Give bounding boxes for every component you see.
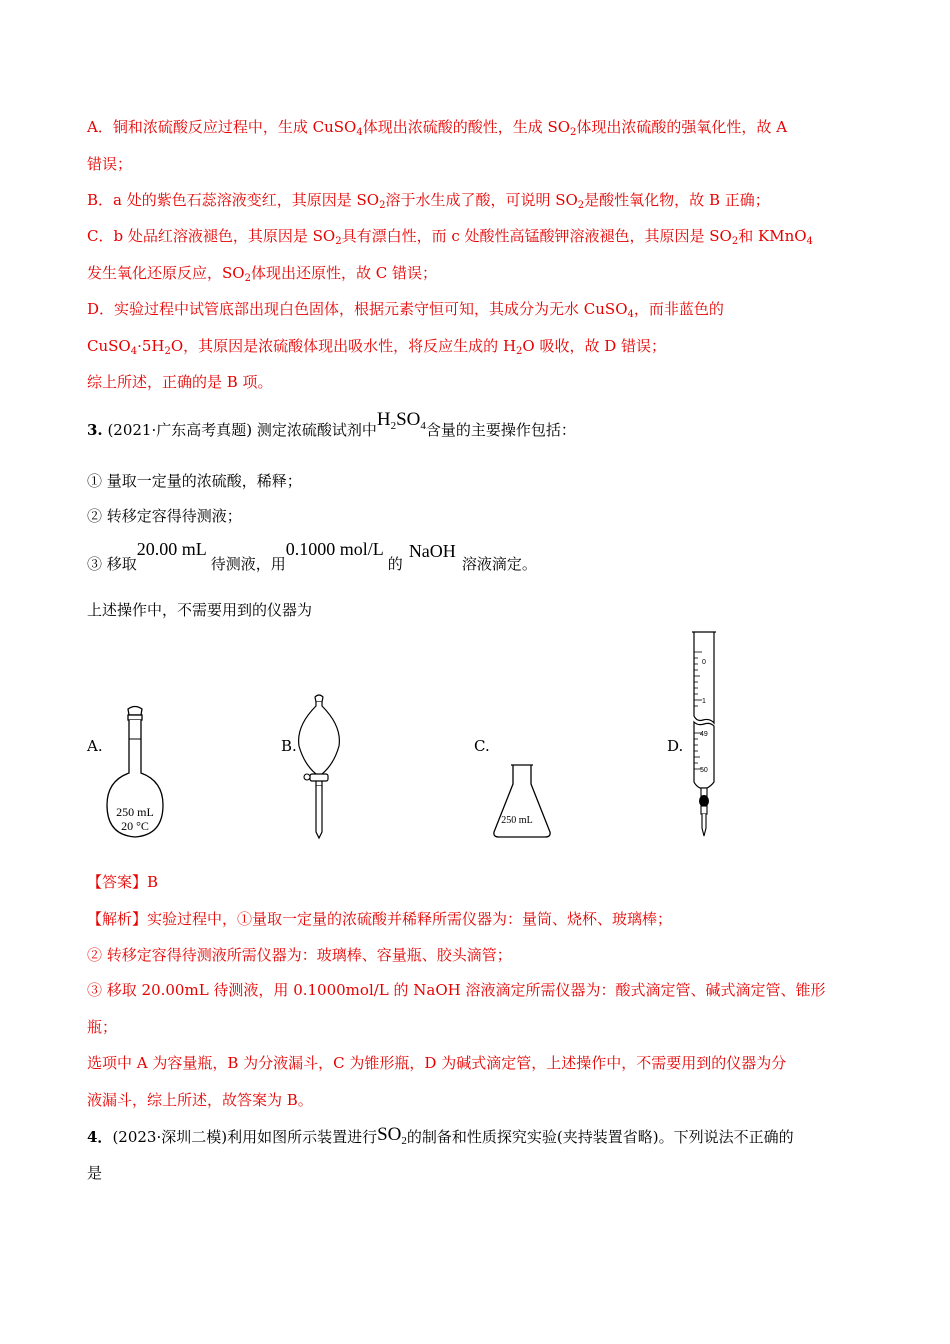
question-source: (2021·广东高考真题) 测定浓硫酸试剂中 <box>107 421 377 439</box>
burette-tick-1: 1 <box>702 698 706 705</box>
burette-tick-50: 50 <box>700 767 708 774</box>
option-c-label[interactable]: C. <box>474 737 490 755</box>
analysis-line-1: 【解析】实验过程中，①量取一定量的浓硫酸并稀释所需仪器为：量筒、烧杯、玻璃棒； <box>87 910 673 928</box>
separatory-funnel-icon <box>292 694 346 840</box>
explanation-option-b: B．a 处的紫色石蕊溶液变红，其原因是 $SO_2$溶于水生成了酸，可说明 $SO_2$是酸性氧化物，故 B 正确； <box>87 191 770 211</box>
analysis-line-2: ② 转移定容得待测液所需仪器为：玻璃棒、容量瓶、胶头滴管； <box>87 946 512 964</box>
step-1: ① 量取一定量的浓硫酸，稀释； <box>87 472 302 490</box>
concentration-value: 0.1000 mol/L <box>285 539 384 559</box>
volumetric-flask-icon <box>100 705 170 841</box>
question-4-stem-cont: 是 <box>87 1164 103 1182</box>
question-3-stem: 3. (2021·广东高考真题) 测定浓硫酸试剂中$H_2SO_4$含量的主要操作包括： <box>87 409 576 439</box>
option-d-label[interactable]: D. <box>667 737 684 755</box>
explanation-option-c-cont: 发生氧化还原反应，$SO_2$体现出还原性，故 C 错误； <box>87 264 437 284</box>
explanation-option-a-cont: 错误； <box>87 155 133 173</box>
volume-value: 20.00 mL <box>136 539 207 559</box>
formula-h2so4: $H_2SO_4$ <box>376 409 426 432</box>
step-2: ② 转移定容得待测液； <box>87 507 242 525</box>
base-burette-icon <box>688 630 724 842</box>
formula-so2: $SO_2$ <box>377 1124 407 1147</box>
question-number: 4． <box>87 1128 113 1146</box>
conical-volume-label: 250 mL <box>501 815 533 826</box>
explanation-summary: 综上所述，正确的是 B 项。 <box>87 373 273 391</box>
analysis-line-3: ③ 移取 20.00mL 待测液，用 0.1000mol/L 的 NaOH 溶液滴定所需仪器为：酸式滴定管、碱式滴定管、锥形 <box>87 981 826 999</box>
burette-tick-49: 49 <box>700 731 708 738</box>
naoh-formula: NaOH <box>408 541 456 561</box>
conical-flask-icon <box>490 762 554 840</box>
analysis-line-5: 选项中 A 为容量瓶，B 为分液漏斗，C 为锥形瓶，D 为碱式滴定管，上述操作中，不需要用到的仪器为分 <box>87 1054 787 1072</box>
step-3: ③ 移取20.00 mL待测液，用0.1000 mol/L的NaOH溶液滴定。 <box>87 539 537 573</box>
flask-volume-label: 250 mL <box>116 805 154 819</box>
question-3-ask: 上述操作中，不需要用到的仪器为 <box>87 601 313 619</box>
explanation-option-d: D．实验过程中试管底部出现白色固体，根据元素守恒可知，其成分为无水 CuSO$_4$，而非蓝色的 <box>87 300 724 320</box>
explanation-option-d-cont: $CuSO_4\cdot 5H_2O$，其原因是浓硫酸体现出吸水性，将反应生成的 $H_2O$ 吸收，故 D 错误； <box>87 337 667 357</box>
option-b-label[interactable]: B. <box>281 737 297 755</box>
analysis-line-4: 瓶； <box>87 1018 118 1036</box>
flask-temp-label: 20 °C <box>121 819 149 833</box>
question-number: 3. <box>87 421 103 439</box>
option-a-label[interactable]: A. <box>87 737 103 755</box>
explanation-option-c: C．b 处品红溶液褪色，其原因是 $SO_2$具有漂白性，而 c 处酸性高锰酸钾溶液褪色，其原因是 $SO_2$和 KMnO$_4$ <box>87 227 813 247</box>
explanation-option-a: A．铜和浓硫酸反应过程中，生成 CuSO$_4$体现出浓硫酸的酸性，生成 $SO_2$体现出浓硫酸的强氧化性，故 A <box>87 118 788 138</box>
question-4-stem: 4．(2023·深圳二模)利用如图所示装置进行$SO_2$的制备和性质探究实验(夹持装置省略)。下列说法不正确的 <box>87 1124 794 1147</box>
answer: 【答案】B <box>87 873 159 891</box>
analysis-line-6: 液漏斗，综上所述，故答案为 B。 <box>87 1091 313 1109</box>
burette-tick-0: 0 <box>702 659 706 666</box>
